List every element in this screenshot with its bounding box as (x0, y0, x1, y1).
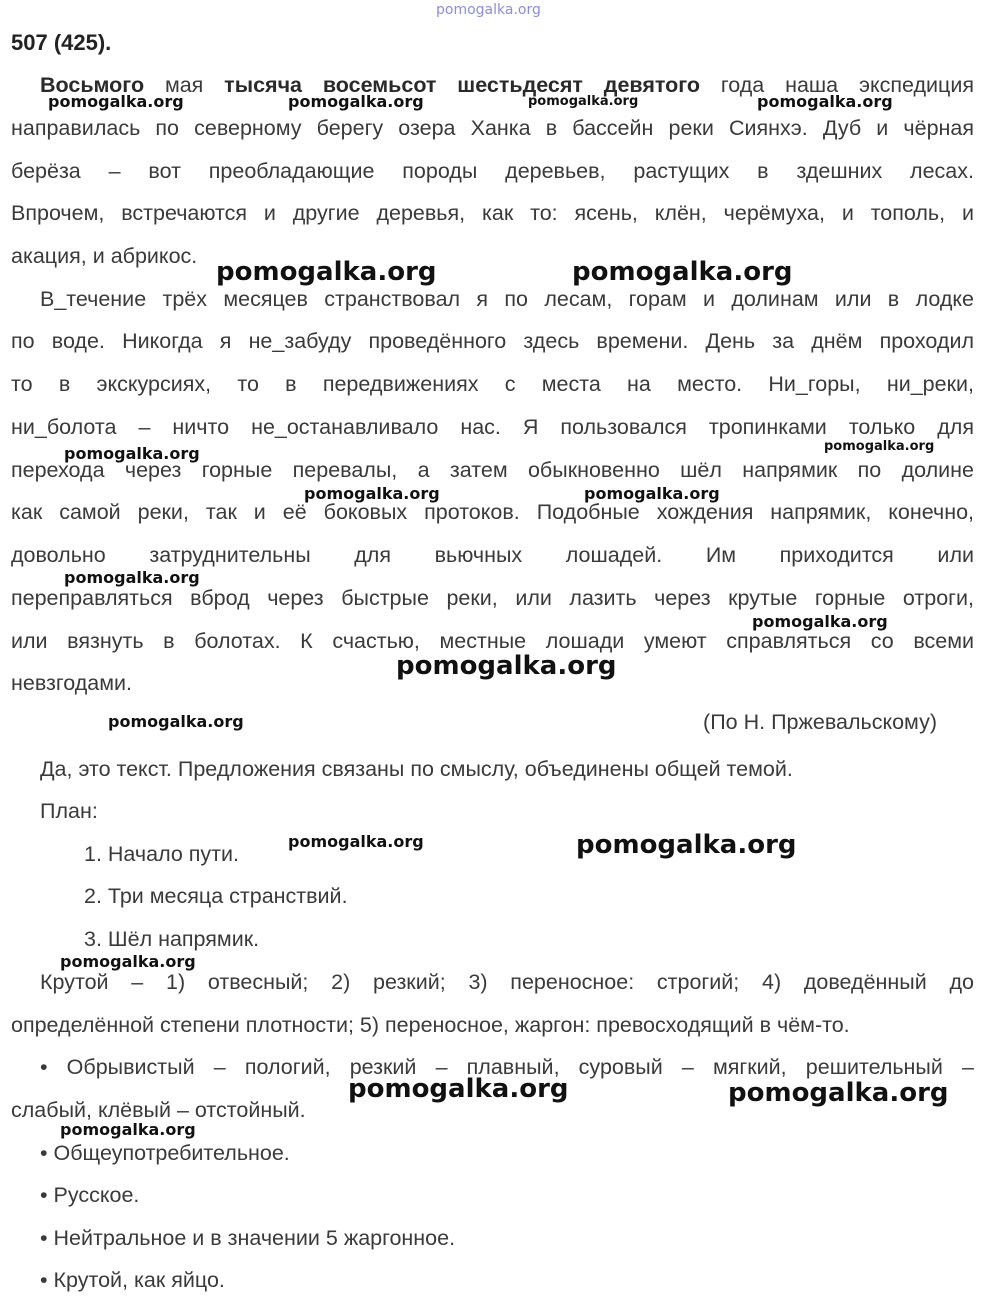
watermark: pomogalka.org (64, 444, 200, 463)
watermark: pomogalka.org (348, 1074, 569, 1104)
paragraph2-line-10: невзгодами. (11, 671, 132, 695)
watermark: pomogalka.org (584, 484, 720, 503)
watermark: pomogalka.org (752, 612, 888, 631)
watermark: pomogalka.org (728, 1078, 949, 1108)
bullet-4: • Крутой, как яйцо. (40, 1268, 225, 1292)
plan-item-3: 3. Шёл напрямик. (84, 927, 260, 951)
paragraph2-line-3: то в экскурсиях, то в передвижениях с места на место. Ни_горы, ни_реки, (11, 372, 974, 396)
watermark: pomogalka.org (60, 952, 196, 971)
bullet-3: • Нейтральное и в значении 5 жаргонное. (40, 1226, 456, 1250)
bullet-2: • Русское. (40, 1183, 140, 1207)
paragraph2-line-9: или вязнуть в болотах. К счастью, местные лошади умеют справляться со всеми (11, 629, 974, 653)
watermark: pomogalka.org (757, 92, 893, 111)
paragraph1-line-1: Восьмого мая тысяча восемьсот шестьдесят девятого года наша экспедиция (40, 73, 974, 97)
watermark: pomogalka.org (288, 832, 424, 851)
paragraph1-line-2: направилась по северному берегу озера Ханка в бассейн реки Сиянхэ. Дуб и чёрная (11, 116, 974, 140)
paragraph2-line-6: как самой реки, так и её боковых протоков. Подобные хождения напрямик, конечно, (11, 500, 974, 524)
bullet-1: • Общеупотребительное. (40, 1141, 290, 1165)
paragraph1-line-5: акация, и абрикос. (11, 244, 198, 268)
watermark-top: pomogalka.org (436, 2, 541, 18)
watermark: pomogalka.org (824, 439, 935, 454)
watermark: pomogalka.org (528, 94, 639, 109)
exercise-number: 507 (425). (11, 30, 112, 55)
watermark: pomogalka.org (60, 1120, 196, 1139)
krutoy-line-2: определённой степени плотности; 5) переносное, жаргон: превосходящий в чём-то. (11, 1013, 850, 1037)
watermark: pomogalka.org (304, 484, 440, 503)
antonyms-line-1: • Обрывистый – пологий, резкий – плавный, суровый – мягкий, решительный – (40, 1055, 974, 1079)
paragraph2-line-8: переправляться вброд через быстрые реки, или лазить через крутые горные отроги, (11, 586, 974, 610)
watermark: pomogalka.org (216, 257, 437, 287)
answer-text: Да, это текст. Предложения связаны по смыслу, объединены общей темой. (40, 757, 793, 781)
antonyms-line-2: слабый, клёвый – отстойный. (11, 1098, 306, 1122)
watermark: pomogalka.org (48, 92, 184, 111)
watermark: pomogalka.org (288, 92, 424, 111)
watermark: pomogalka.org (572, 257, 793, 287)
plan-item-1: 1. Начало пути. (84, 842, 240, 866)
paragraph2-line-5: перехода через горные перевалы, а затем обыкновенно шёл напрямик по долине (11, 458, 974, 482)
watermark: pomogalka.org (108, 712, 244, 731)
paragraph2-line-2: по воде. Никогда я не_забуду проведённого здесь времени. День за днём проходил (11, 329, 974, 353)
paragraph2-line-1: В_течение трёх месяцев странствовал я по лесам, горам и долинам или в лодке (40, 287, 974, 311)
paragraph1-line-3: берёза – вот преобладающие породы деревьев, растущих в здешних лесах. (11, 159, 974, 183)
watermark: pomogalka.org (64, 568, 200, 587)
paragraph2-line-4: ни_болота – ничто не_останавливало нас. Я пользовался тропинками только для (11, 415, 974, 439)
author-attribution: (По Н. Пржевальскому) (703, 710, 937, 734)
paragraph2-line-7: довольно затруднительны для вьючных лошадей. Им приходится или (11, 543, 974, 567)
plan-item-2: 2. Три месяца странствий. (84, 884, 348, 908)
watermark: pomogalka.org (576, 830, 797, 860)
plan-label: План: (40, 799, 98, 823)
watermark: pomogalka.org (396, 651, 617, 681)
paragraph1-line-4: Впрочем, встречаются и другие деревья, как то: ясень, клён, черёмуха, и тополь, и (11, 201, 974, 225)
krutoy-line-1: Крутой – 1) отвесный; 2) резкий; 3) переносное: строгий; 4) доведённый до (40, 970, 974, 994)
